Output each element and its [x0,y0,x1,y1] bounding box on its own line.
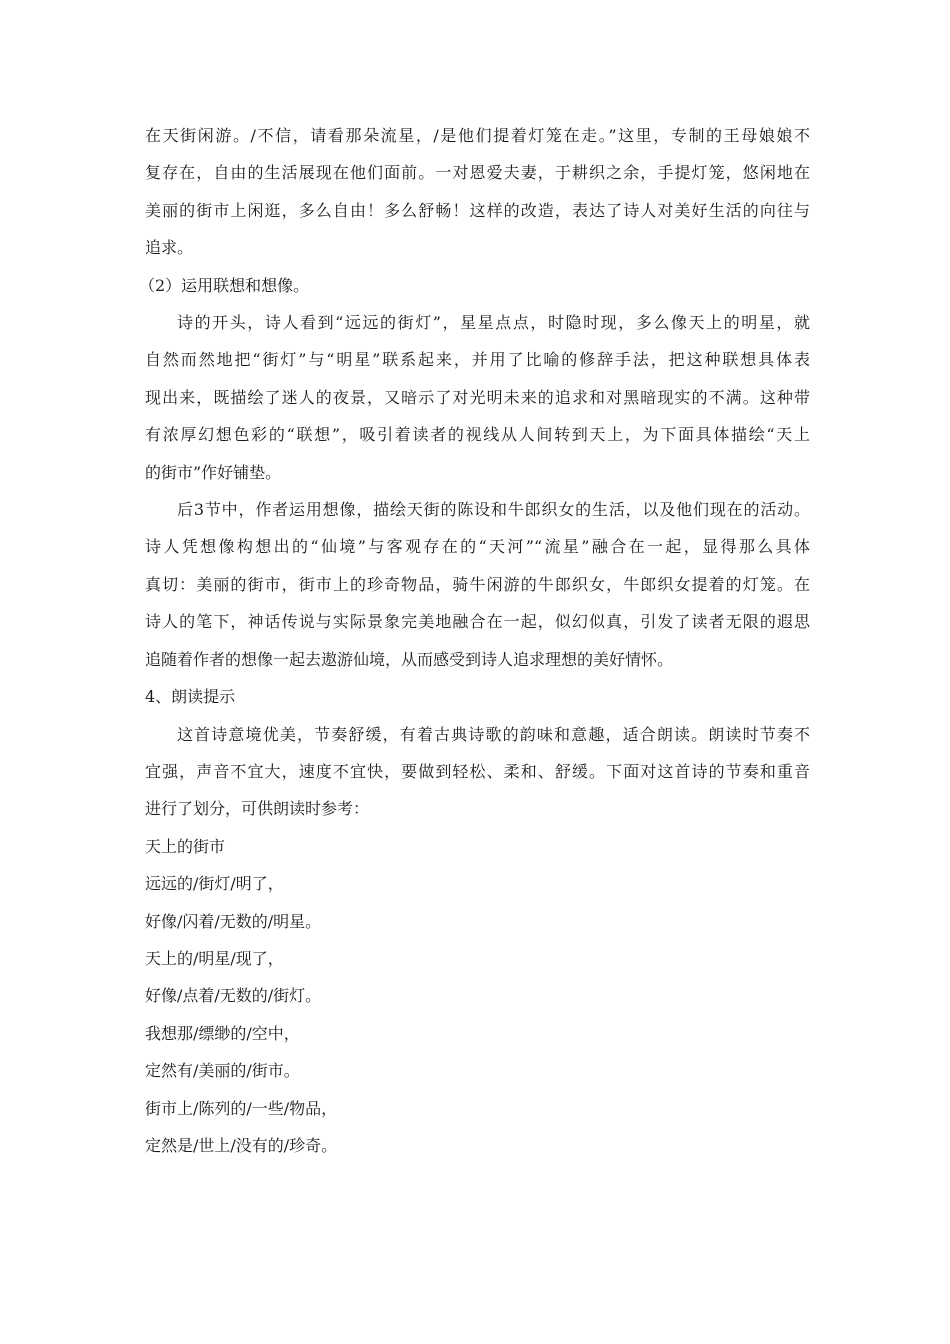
text-line: 真切：美丽的街市，街市上的珍奇物品，骑牛闲游的牛郎织女，牛郎织女提着的灯笼。在 [145,574,810,594]
text-line: 自然而然地把“街灯”与“明星”联系起来，并用了比喻的修辞手法，把这种联想具体表 [145,350,810,370]
poem-line: 定然有/美丽的/街市。 [145,1061,300,1081]
poem-line: 远远的/街灯/明了， [145,874,284,894]
text-line: 美丽的街市上闲逛，多么自由！多么舒畅！这样的改造，表达了诗人对美好生活的向往与 [145,200,810,220]
text-line: 现出来，既描绘了迷人的夜景，又暗示了对光明未来的追求和对黑暗现实的不满。这种带 [145,387,810,407]
poem-title: 天上的街市 [145,836,226,856]
paragraph-p1 [145,117,810,267]
document-page [139,117,810,1164]
poem-line: 好像/点着/无数的/街灯。 [145,986,322,1006]
text-line: 诗人凭想像构想出的“仙境”与客观存在的“天河”“流星”融合在一起，显得那么具体 [145,537,810,557]
text-line: 诗人的笔下，神话传说与实际景象完美地融合在一起，似幻似真，引发了读者无限的遐思 [145,612,810,632]
text-line: 的街市”作好铺垫。 [145,462,282,482]
section-heading-2: （2）运用联想和想像。 [139,275,310,295]
text-line: 有浓厚幻想色彩的“联想”，吸引着读者的视线从人间转到天上，为下面具体描绘“天上 [145,425,810,445]
text-line: 宜强，声音不宜大，速度不宜快，要做到轻松、柔和、舒缓。下面对这首诗的节奏和重音 [145,761,810,781]
paragraph-p2 [145,304,810,491]
poem-line: 定然是/世上/没有的/珍奇。 [145,1135,338,1155]
poem-line: 我想那/缥缈的/空中， [145,1023,300,1043]
text-line: 后3节中，作者运用想像，描绘天街的陈设和牛郎织女的生活，以及他们现在的活动。 [177,500,810,520]
paragraph-p4 [145,716,810,828]
text-line: 这首诗意境优美，节奏舒缓，有着古典诗歌的韵味和意趣，适合朗读。朗读时节奏不 [177,724,810,744]
poem-line: 天上的/明星/现了， [145,948,284,968]
text-line: 诗的开头，诗人看到“远远的街灯”，星星点点，时隐时现，多么像天上的明星，就 [177,313,810,333]
poem-line: 街市上/陈列的/一些/物品， [145,1098,338,1118]
text-line: 追求。 [145,238,194,258]
text-line: 复存在，自由的生活展现在他们面前。一对恩爱夫妻，于耕织之余，手提灯笼，悠闲地在 [145,163,810,183]
text-line: 进行了划分，可供朗读时参考： [145,799,370,819]
section-heading-4: 4、朗读提示 [145,687,236,707]
text-line: 在天街闲游。/不信，请看那朵流星，/是他们提着灯笼在走。”这里，专制的王母娘娘不 [145,126,810,145]
text-line: 追随着作者的想像一起去遨游仙境，从而感受到诗人追求理想的美好情怀。 [145,649,674,669]
poem [145,828,810,1165]
paragraph-p3 [145,491,810,678]
poem-line: 好像/闪着/无数的/明星。 [145,911,322,931]
